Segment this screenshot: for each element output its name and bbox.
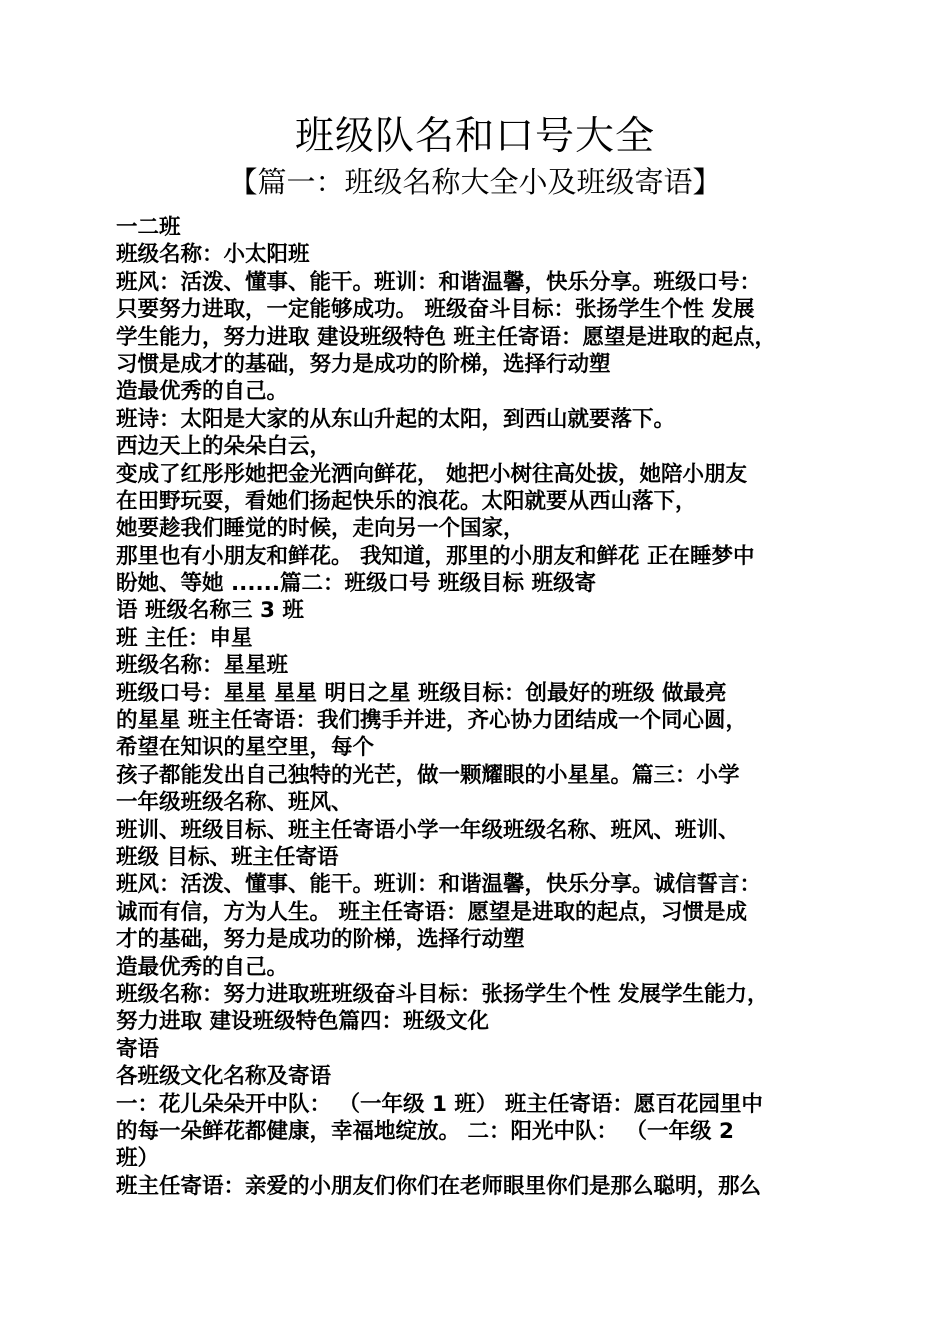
body-line: 语 班级名称三 3 班: [116, 598, 304, 624]
body-line: 各班级文化名称及寄语: [116, 1064, 332, 1090]
body-line: 习惯是成才的基础，努力是成功的阶梯，选择行动塑: [116, 351, 611, 377]
body-line: 造最优秀的自己。: [116, 954, 289, 980]
body-line: 一二班: [116, 215, 181, 240]
body-line: 那里也有小朋友和鲜花。 我知道，那里的小朋友和鲜花 正在睡梦中: [116, 543, 755, 569]
body-line: 造最优秀的自己。: [116, 379, 289, 405]
body-line: 孩子都能发出自己独特的光芒，做一颗耀眼的小星星。篇三：小学: [116, 762, 740, 788]
body-line: 的每一朵鲜花都健康，幸福地绽放。 二：阳光中队： （一年级 2: [116, 1118, 734, 1144]
body-line: 希望在知识的星空里，每个: [116, 735, 375, 761]
body-line: 才的基础，努力是成功的阶梯，选择行动塑: [116, 927, 525, 953]
body-line: 班级 目标、班主任寄语: [116, 844, 339, 870]
body-line: 只要努力进取，一定能够成功。 班级奋斗目标：张扬学生个性 发展: [116, 297, 755, 323]
body-line: 班级名称：小太阳班: [116, 242, 310, 268]
body-line: 变成了红彤彤她把金光洒向鲜花， 她把小树往高处拔，她陪小朋友: [116, 461, 747, 487]
body-line: 班风：活泼、懂事、能干。班训：和谐温馨，快乐分享。班级口号：: [116, 269, 762, 295]
body-line: 班 主任：申星: [116, 625, 253, 651]
body-line: 在田野玩耍，看她们扬起快乐的浪花。太阳就要从西山落下，: [116, 488, 697, 514]
body-line: 西边天上的朵朵白云，: [116, 434, 332, 460]
body-line: 班级名称：努力进取班班级奋斗目标：张扬学生个性 发展学生能力，: [116, 981, 769, 1007]
body-line: 的星星 班主任寄语：我们携手并进，齐心协力团结成一个同心圆，: [116, 708, 747, 734]
body-line: 一：花儿朵朵开中队： （一年级 1 班） 班主任寄语：愿百花园里中: [116, 1091, 763, 1117]
document-body: [116, 214, 846, 1200]
body-line: 盼她、等她 ......篇二：班级口号 班级目标 班级寄: [116, 571, 596, 597]
body-line: 班级名称：星星班: [116, 653, 289, 679]
body-line: 班级口号：星星 星星 明日之星 班级目标：创最好的班级 做最亮: [116, 680, 727, 706]
body-line: 她要趁我们睡觉的时候，走向另一个国家，: [116, 516, 525, 542]
document-subtitle: 【篇一：班级名称大全小及班级寄语】: [228, 165, 722, 199]
body-line: 班）: [116, 1146, 160, 1172]
document-title: 班级队名和口号大全: [294, 114, 655, 159]
body-line: 班训、班级目标、班主任寄语小学一年级班级名称、班风、班训、: [116, 817, 740, 843]
body-line: 诚而有信，方为人生。 班主任寄语：愿望是进取的起点，习惯是成: [116, 899, 747, 925]
body-line: 学生能力，努力进取 建设班级特色 班主任寄语：愿望是进取的起点，: [116, 324, 776, 350]
body-line: 班风：活泼、懂事、能干。班训：和谐温馨，快乐分享。诚信誓言：: [116, 872, 762, 898]
body-line: 班诗：太阳是大家的从东山升起的太阳，到西山就要落下。: [116, 406, 676, 432]
body-line: 寄语: [116, 1036, 160, 1062]
body-line: 努力进取 建设班级特色篇四：班级文化: [116, 1009, 489, 1035]
body-line: 班主任寄语：亲爱的小朋友们你们在老师眼里你们是那么聪明，那么: [116, 1173, 762, 1199]
body-line: 一年级班级名称、班风、: [116, 790, 353, 816]
